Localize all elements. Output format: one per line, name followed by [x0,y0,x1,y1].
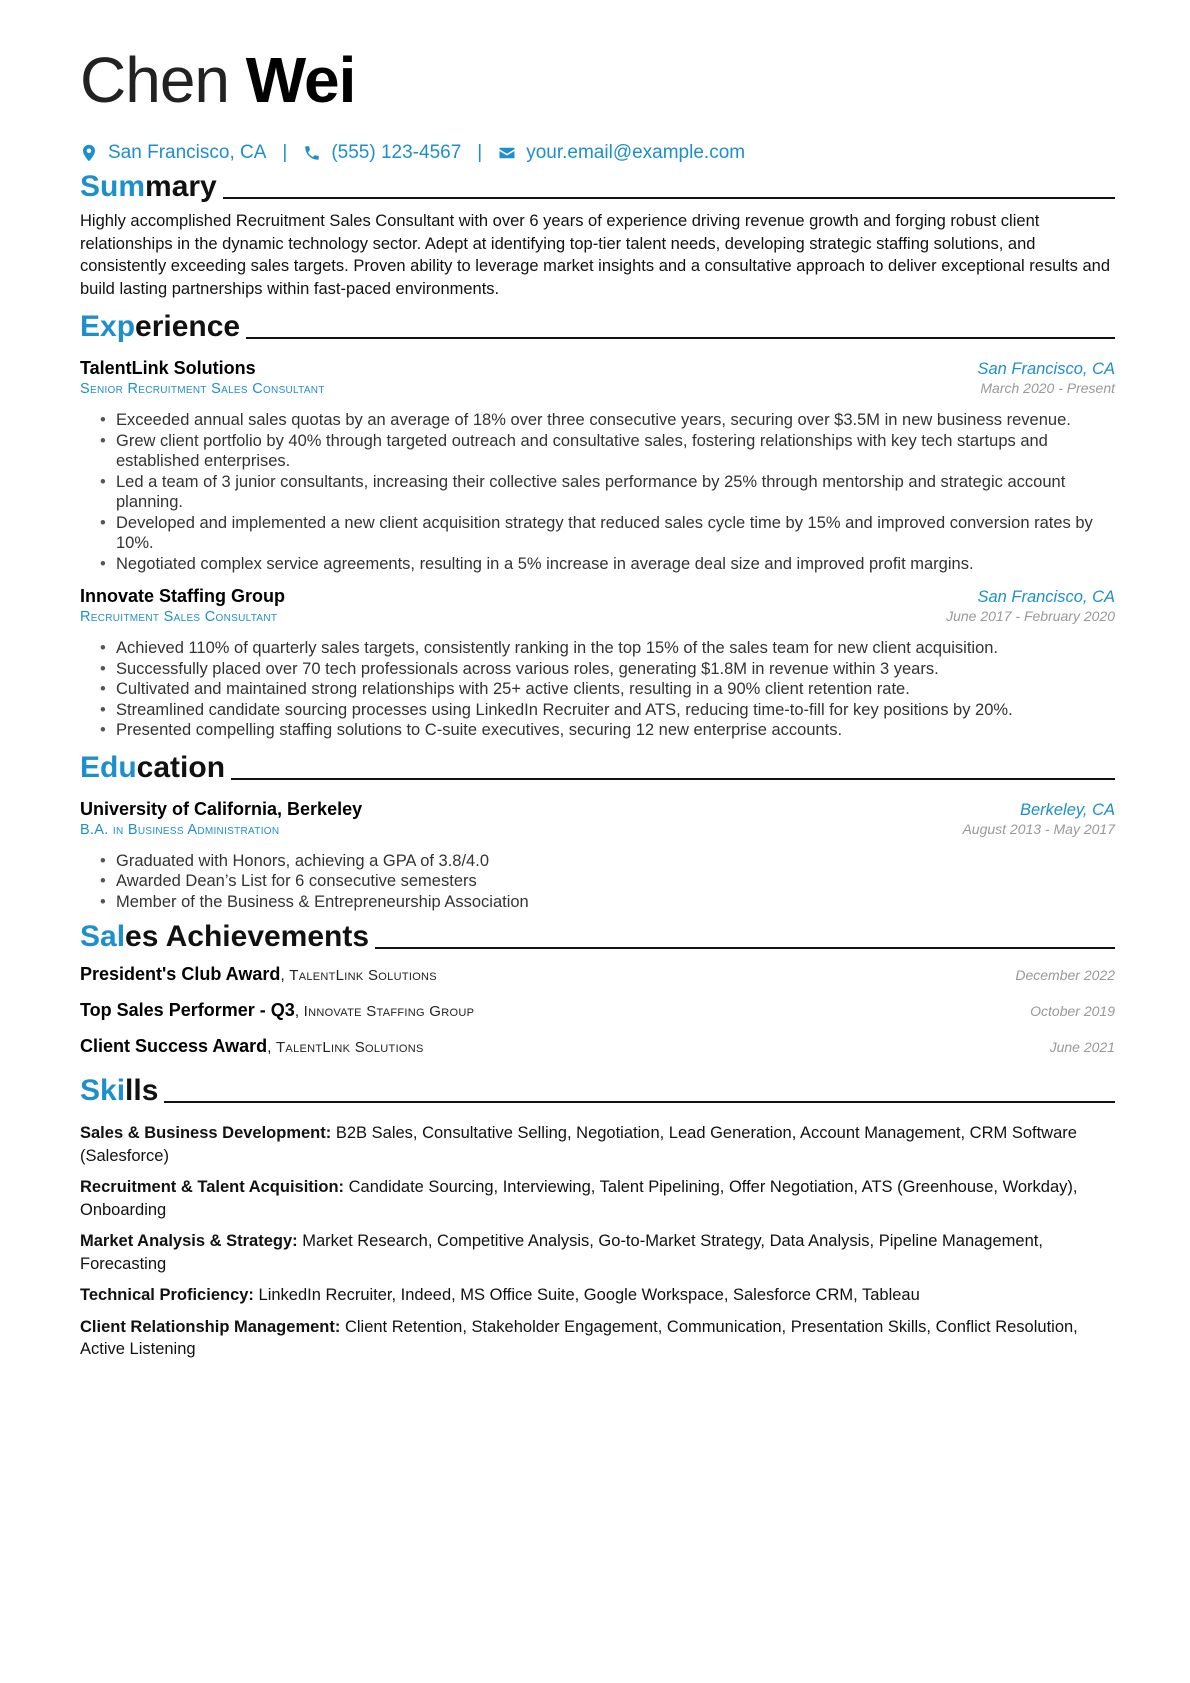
contact-line [80,138,1115,168]
list-item: • Awarded Dean’s List for 6 consecutive semesters [116,871,1115,892]
job-date: March 2020 - Present [980,380,1115,396]
achievement-item: President's Club Award, TalentLink Solutions December 2022 [80,964,1115,984]
last-name: Wei [245,44,356,116]
school-name: University of California, Berkeley [80,798,363,819]
education-title-accent: Edu [80,750,137,784]
first-name: Chen [80,44,229,116]
list-item: • Presented compelling staffing solutions to C-suite executives, securing 12 new enterprise accounts. [116,720,1115,741]
achievement-org: Innovate Staffing Group [303,1003,475,1020]
skill-row [80,1176,1115,1221]
job-location: San Francisco, CA [977,588,1115,606]
skills-title-accent: Ski [80,1074,126,1107]
envelope-icon [498,144,516,162]
section-rule [246,337,1115,339]
job-role: Senior Recruitment Sales Consultant [80,381,325,397]
achievement-item: Top Sales Performer - Q3, Innovate Staffing Group October 2019 [80,1000,1115,1020]
section-rule [375,947,1115,949]
skills-list [80,1122,1115,1361]
degree: B.A. in Business Administration [80,821,280,838]
job-date: June 2017 - February 2020 [946,608,1115,624]
achievement-date: December 2022 [1015,967,1115,983]
skill-label: Sales & Business Development: [80,1124,332,1142]
list-item: • Developed and implemented a new client acquisition strategy that reduced sales cycle time by 15% and improved conversion rates by 10%. [116,513,1115,554]
summary-heading [80,170,1115,204]
achievement-item: Client Success Award, TalentLink Solutions June 2021 [80,1036,1115,1056]
skill-value: Market Research, Competitive Analysis, Go-to-Market Strategy, Data Analysis, Pipeline Management, Forecasting [80,1232,1043,1273]
achievement-date: June 2021 [1049,1039,1115,1055]
school-location: Berkeley, CA [1019,800,1115,819]
achievement-org: TalentLink Solutions [289,967,437,984]
education-date: August 2013 - May 2017 [962,820,1115,837]
list-item: • Cultivated and maintained strong relationships with 25+ active clients, resulting in a 90% client retention rate. [116,679,1115,700]
list-item: • Streamlined candidate sourcing processes using LinkedIn Recruiter and ATS, reducing time-to-fill for key positions by 20%. [116,700,1115,721]
email-link: your.email@example.com [526,142,746,163]
achievement-name: Top Sales Performer - Q3 [80,1000,295,1020]
achievements-heading [80,920,1115,954]
skill-row [80,1122,1115,1167]
job-entry [80,586,1115,741]
experience-title-accent: Exp [80,310,136,343]
contact-separator: | [282,142,288,163]
achievement-name: Client Success Award [80,1036,268,1056]
skill-row [80,1284,1115,1307]
contact-separator: | [477,142,483,163]
skill-value: LinkedIn Recruiter, Indeed, MS Office Suite, Google Workspace, Salesforce CRM, Tableau [258,1286,920,1304]
skill-value: Candidate Sourcing, Interviewing, Talent Pipelining, Offer Negotiation, ATS (Greenhouse, Workday), Onboarding [80,1178,1078,1219]
achievement-org: TalentLink Solutions [275,1039,424,1056]
education-title-rest: cation [136,750,226,784]
skill-label: Technical Proficiency: [80,1286,254,1304]
skill-label: Recruitment & Talent Acquisition: [80,1178,345,1196]
job-org: TalentLink Solutions [80,358,256,378]
list-item: • Achieved 110% of quarterly sales targets, consistently ranking in the top 15% of the sales team for new client acquisition. [116,638,1115,659]
skill-row [80,1316,1115,1361]
experience-heading [80,310,1115,344]
summary-title-rest: mary [145,170,217,203]
list-item: • Member of the Business & Entrepreneurship Association [116,892,1115,913]
achievements-list [80,964,1115,1072]
job-bullets [80,410,1115,574]
list-item: • Led a team of 3 junior consultants, increasing their collective sales performance by 25% through mentorship and strategic account planning. [116,472,1115,513]
skill-row [80,1230,1115,1275]
education-entry [80,799,1115,913]
phone-icon [303,144,321,162]
summary-text: Highly accomplished Recruitment Sales Consultant with over 6 years of experience driving revenue growth and forging robust client relationships in the dynamic technology sector. Adept at identifying top-tier talent needs, developing strategic staffing solutions, and consistently exceeding sales targets. Proven ability to leverage market insights and a consultative approach to deliver exceptional results and build lasting partnerships within fast-paced environments. [80,212,1110,298]
achievement-date: October 2019 [1030,1003,1115,1019]
achievements-title-accent: Sal [80,920,126,953]
skills-title-rest: lls [125,1074,159,1107]
skill-value: B2B Sales, Consultative Selling, Negotiation, Lead Generation, Account Management, CRM Software (Salesforce) [80,1124,1077,1165]
contact-location [80,142,266,164]
list-item: • Grew client portfolio by 40% through targeted outreach and consultative sales, fostering relationships with key tech startups and established enterprises. [116,431,1115,472]
achievement-name: President's Club Award [80,964,281,984]
phone-text: (555) 123-4567 [331,142,462,163]
list-item: • Exceeded annual sales quotas by an average of 18% over three consecutive years, securing over $3.5M in new business revenue. [116,410,1115,431]
map-pin-icon [80,144,98,162]
summary-title-accent: Sum [80,170,146,203]
contact-phone[interactable] [303,142,461,164]
contact-email[interactable] [498,142,745,164]
education-heading [80,751,1115,785]
skill-label: Market Analysis & Strategy: [80,1232,298,1250]
job-org: Innovate Staffing Group [80,586,285,606]
job-entry [80,358,1115,574]
section-rule [164,1101,1115,1103]
education-bullets [80,851,1115,913]
skill-value: Client Retention, Stakeholder Engagement, Communication, Presentation Skills, Conflict Resolution, Active Listening [80,1317,1078,1358]
job-role: Recruitment Sales Consultant [80,609,278,625]
list-item: • Graduated with Honors, achieving a GPA of 3.8/4.0 [116,851,1115,872]
candidate-name [80,40,1115,120]
skill-label: Client Relationship Management: [80,1317,341,1336]
location-text: San Francisco, CA [108,142,267,163]
experience-title-rest: erience [135,310,241,343]
job-location: San Francisco, CA [977,360,1115,378]
section-rule [231,778,1115,780]
section-rule [223,197,1115,199]
achievements-title-rest: es Achievements [125,920,370,953]
skills-heading [80,1074,1115,1108]
list-item: • Negotiated complex service agreements, resulting in a 5% increase in average deal size and improved profit margins. [116,554,1115,575]
list-item: • Successfully placed over 70 tech professionals across various roles, generating $1.8M in revenue within 3 years. [116,659,1115,680]
job-bullets [80,638,1115,741]
